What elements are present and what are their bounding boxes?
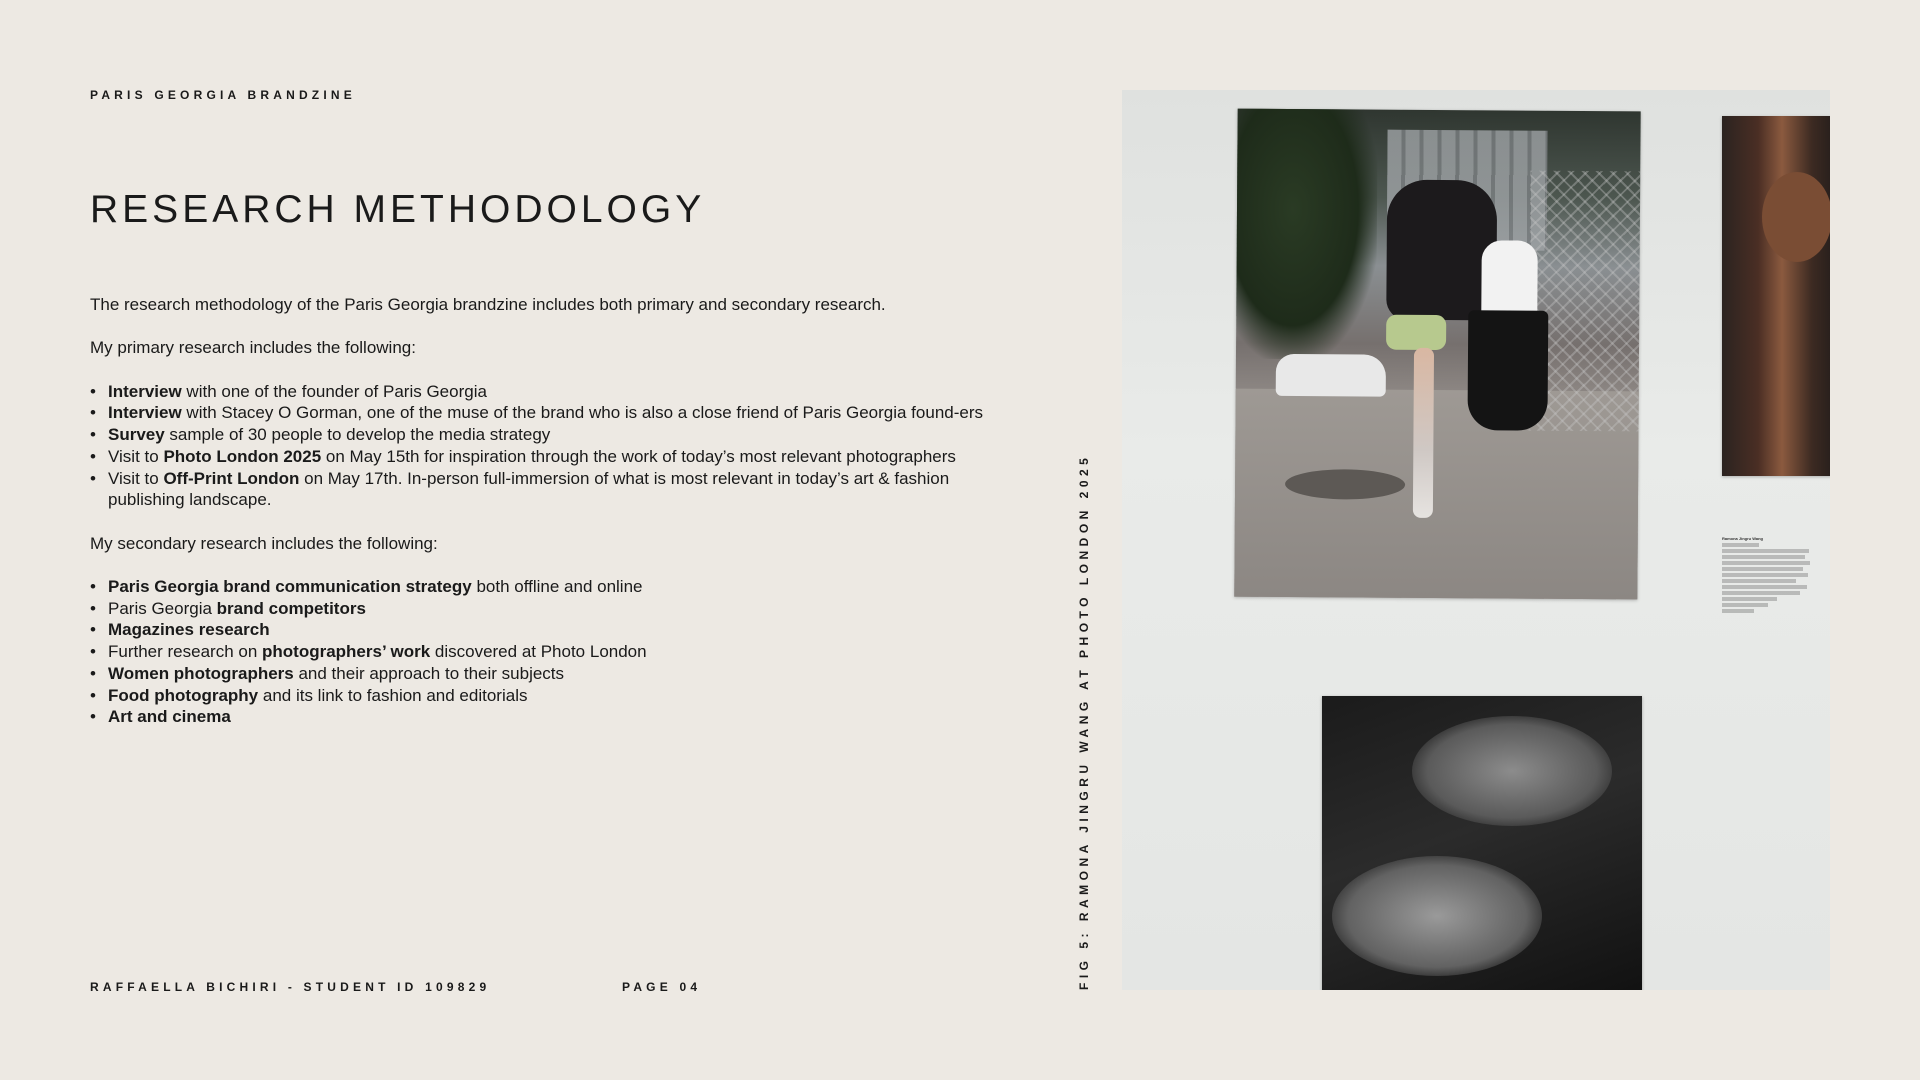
secondary-research-heading: My secondary research includes the following:: [90, 533, 438, 553]
list-item: • Visit to Photo London 2025 on May 15th for inspiration through the work of today’s most relevant photographers: [108, 446, 1000, 468]
author-footer: RAFFAELLA BICHIRI - STUDENT ID 109829: [90, 980, 491, 994]
list-item: • Paris Georgia brand communication strategy both offline and online: [108, 576, 1000, 598]
page-title: RESEARCH METHODOLOGY: [90, 188, 706, 231]
street-photo-print: [1234, 109, 1640, 600]
list-item: • Paris Georgia brand competitors: [108, 598, 1000, 620]
methodology-body: [90, 294, 1000, 728]
list-item: • Women photographers and their approach to their subjects: [108, 663, 1000, 685]
list-item: • Food photography and its link to fashion and editorials: [108, 685, 1000, 707]
label-title: Ramona Jingru Wang: [1722, 536, 1763, 541]
list-item: • Art and cinema: [108, 706, 1000, 728]
portrait-photo-print: [1722, 116, 1830, 476]
page-number: PAGE 04: [622, 980, 702, 994]
list-item: • Magazines research: [108, 619, 1000, 641]
exhibition-photo: [1122, 90, 1830, 990]
list-item: • Visit to Off-Print London on May 17th. In-person full-immersion of what is most relevant in today’s art & fashion publishing landscape.: [108, 468, 1000, 511]
intro-paragraph: The research methodology of the Paris Georgia brandzine includes both primary and secondary research.: [90, 295, 886, 314]
figure-caption: FIG 5: RAMONA JINGRU WANG AT PHOTO LONDON 2025: [1077, 453, 1091, 990]
list-item: • Interview with one of the founder of Paris Georgia: [108, 381, 1000, 403]
list-item: • Further research on photographers’ work discovered at Photo London: [108, 641, 1000, 663]
hands-photo-print: [1322, 696, 1642, 990]
list-item: • Interview with Stacey O Gorman, one of the muse of the brand who is also a close friend of Paris Georgia found-ers: [108, 402, 1000, 424]
list-item: • Survey sample of 30 people to develop the media strategy: [108, 424, 1000, 446]
exhibition-label-card: [1722, 536, 1814, 656]
brandzine-kicker: PARIS GEORGIA BRANDZINE: [90, 88, 356, 102]
primary-research-list: [90, 381, 1000, 511]
primary-research-heading: My primary research includes the following:: [90, 338, 416, 358]
secondary-research-list: [90, 576, 1000, 728]
